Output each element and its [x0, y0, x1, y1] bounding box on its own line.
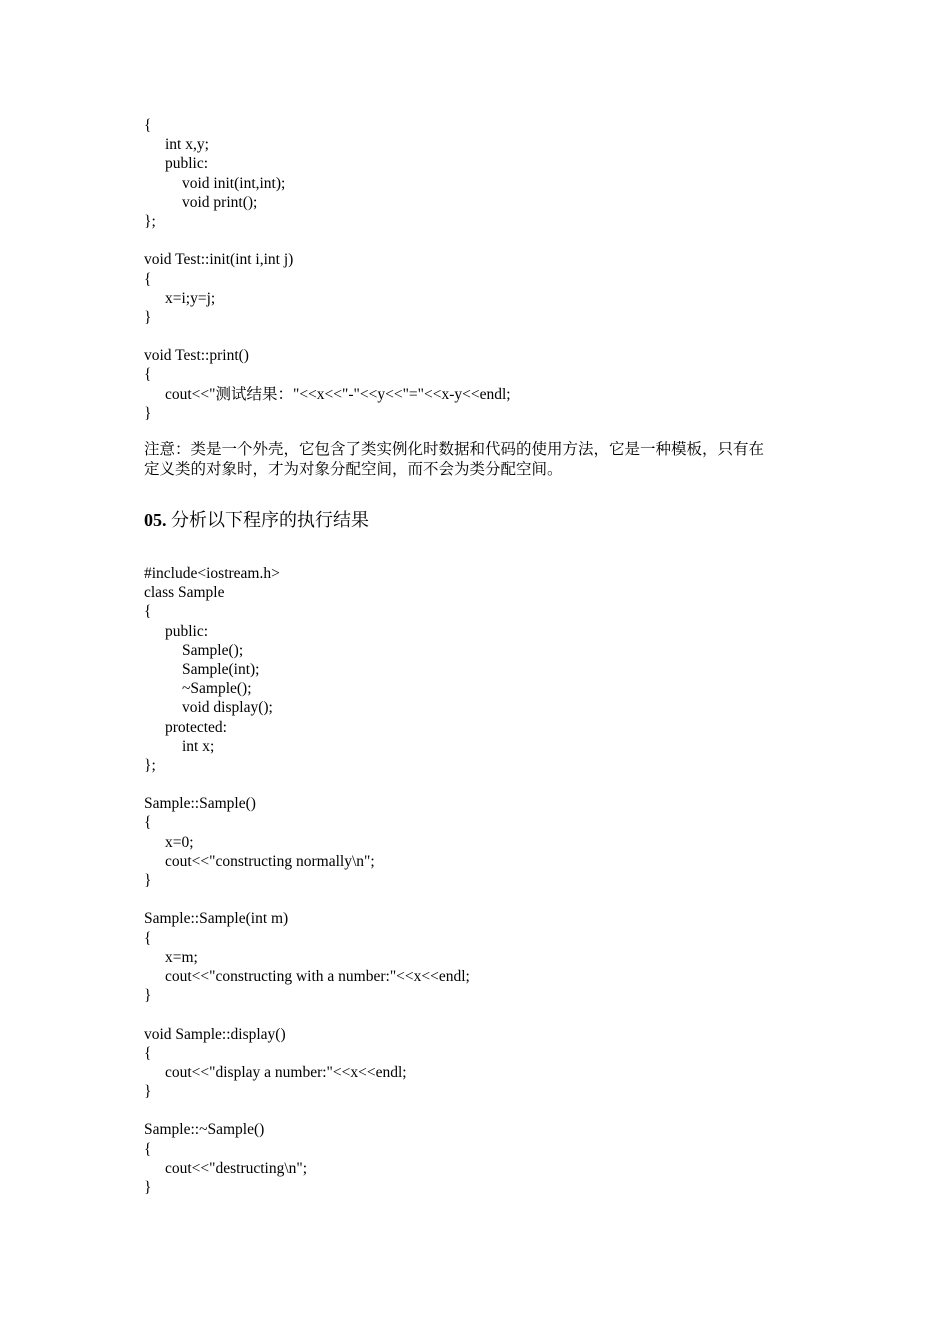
code-line	[144, 1101, 470, 1120]
code-line: x=0;	[165, 833, 194, 851]
code-line: {	[144, 366, 152, 384]
section-heading	[144, 508, 369, 532]
code-line: {	[144, 1044, 152, 1062]
code-line: cout<<"display a number:"<<x<<endl;	[165, 1063, 407, 1081]
code-line	[144, 1005, 470, 1024]
code-line: }	[144, 404, 152, 422]
note-line: 定义类的对象时，才为对象分配空间，而不会为类分配空间。	[144, 461, 563, 478]
section-number: 05.	[144, 510, 167, 530]
code-line: x=m;	[165, 948, 198, 966]
code-line	[144, 327, 511, 346]
code-block-sample-class	[144, 564, 470, 1197]
code-line: Sample::Sample(int m)	[144, 910, 289, 928]
code-line	[144, 775, 470, 794]
code-block-test-class	[144, 116, 511, 423]
code-line: #include<iostream.h>	[144, 565, 280, 582]
code-line: protected:	[165, 718, 227, 736]
code-line: class Sample	[144, 584, 225, 602]
code-line: cout<<"constructing normally\n";	[165, 852, 375, 870]
code-line: }	[144, 987, 152, 1005]
code-line: int x;	[182, 737, 215, 755]
code-line: }	[144, 1179, 152, 1196]
code-line	[144, 231, 511, 250]
code-line: {	[144, 603, 152, 621]
code-line: {	[144, 929, 152, 947]
code-line: ~Sample();	[182, 680, 252, 698]
code-line: x=i;y=j;	[165, 289, 216, 307]
code-line: void Test::init(int i,int j)	[144, 251, 294, 269]
code-line: Sample::~Sample()	[144, 1121, 265, 1139]
code-line: void init(int,int);	[182, 174, 286, 192]
code-line: public:	[165, 155, 209, 173]
code-line: {	[144, 270, 152, 288]
code-line: cout<<"测试结果："<<x<<"-"<<y<<"="<<x-y<<endl;	[165, 385, 511, 403]
code-line: void print();	[182, 193, 258, 211]
code-line: cout<<"constructing with a number:"<<x<<endl;	[165, 967, 470, 985]
code-line: {	[144, 1140, 152, 1158]
code-line: {	[144, 814, 152, 832]
code-line: };	[144, 756, 156, 774]
code-line: Sample::Sample()	[144, 795, 256, 813]
note-paragraph	[144, 440, 824, 480]
note-line: 注意：类是一个外壳，它包含了类实例化时数据和代码的使用方法，它是一种模板，只有在	[144, 441, 765, 458]
code-line: int x,y;	[165, 136, 209, 154]
code-line: }	[144, 872, 152, 889]
code-line: };	[144, 212, 156, 230]
code-line: public:	[165, 622, 209, 640]
code-line: void display();	[182, 699, 273, 717]
code-line: }	[144, 1083, 152, 1101]
code-line: Sample(int);	[182, 660, 260, 678]
code-line: {	[144, 117, 152, 134]
code-line: }	[144, 308, 152, 326]
code-line	[144, 890, 470, 909]
code-line: void Test::print()	[144, 347, 249, 365]
code-line: void Sample::display()	[144, 1025, 286, 1043]
section-title: 分析以下程序的执行结果	[166, 510, 369, 530]
code-line: cout<<"destructing\n";	[165, 1159, 308, 1177]
code-line: Sample();	[182, 641, 244, 659]
